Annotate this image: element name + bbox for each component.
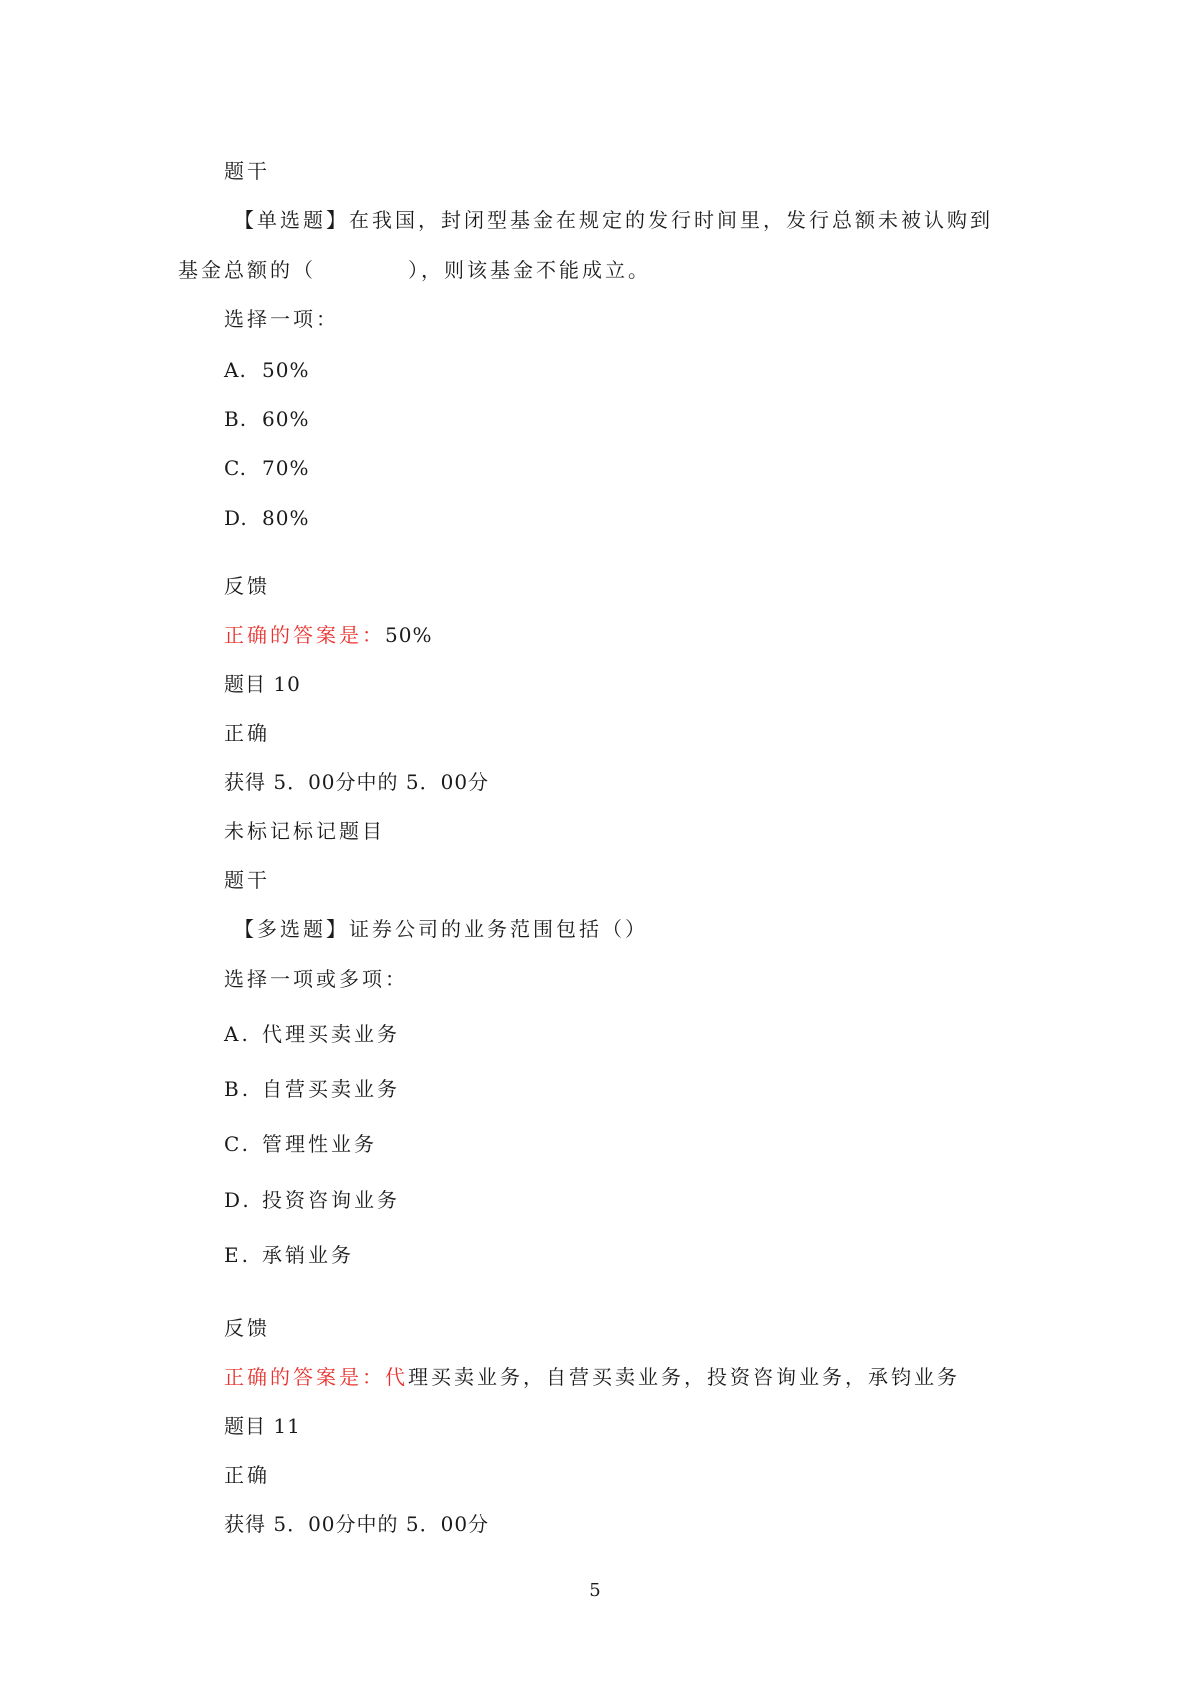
q10-feedback-heading: 反馈 xyxy=(224,1316,270,1340)
option-text: 70% xyxy=(262,456,310,480)
answer-label: 正确的答案是： xyxy=(224,623,385,647)
q10-status: 正确 xyxy=(224,721,270,745)
q10-score: 获得 5．00分中的 5．00分 xyxy=(224,770,490,794)
option-text: 60% xyxy=(262,407,310,431)
option-letter: C. xyxy=(224,456,247,480)
option-text: 代理买卖业务 xyxy=(262,1022,400,1046)
q9-correct-answer xyxy=(224,622,432,648)
answer-value: 50% xyxy=(385,623,433,647)
q10-correct-answer xyxy=(224,1364,960,1390)
q9-option-b[interactable] xyxy=(224,406,309,432)
q10-question-text: 【多选题】证券公司的业务范围包括（） xyxy=(234,917,648,941)
answer-label: 正确的答案是：代 xyxy=(224,1365,408,1389)
q9-feedback-heading: 反馈 xyxy=(224,574,270,598)
option-letter: A. xyxy=(224,358,247,382)
option-letter: E. xyxy=(224,1243,251,1267)
option-letter: D. xyxy=(224,506,248,530)
option-text: 承销业务 xyxy=(262,1243,354,1267)
option-text: 管理性业务 xyxy=(262,1132,377,1156)
option-text: 50% xyxy=(262,358,310,382)
q9-question-text: 【单选题】在我国，封闭型基金在规定的发行时间里，发行总额未被认购到 基金总额的（ ），则该基金不能成立。 xyxy=(178,208,993,282)
option-letter: B. xyxy=(224,1077,252,1101)
q10-flag-question[interactable]: 未标记标记题目 xyxy=(224,819,385,843)
option-text: 自营买卖业务 xyxy=(262,1077,400,1101)
q10-option-b[interactable] xyxy=(224,1076,400,1102)
option-letter: C. xyxy=(224,1132,251,1156)
option-text: 投资咨询业务 xyxy=(262,1188,400,1212)
option-text: 80% xyxy=(262,506,310,530)
page-number: 5 xyxy=(589,1580,601,1601)
q9-option-a[interactable] xyxy=(224,357,309,383)
option-letter: D. xyxy=(224,1188,252,1212)
q9-stem-heading: 题干 xyxy=(224,159,270,183)
q11-status: 正确 xyxy=(224,1463,270,1487)
option-letter: A. xyxy=(224,1022,251,1046)
q10-title: 题目 10 xyxy=(224,672,301,696)
option-letter: B. xyxy=(224,407,248,431)
q10-option-a[interactable] xyxy=(224,1021,400,1047)
q9-instruction: 选择一项： xyxy=(224,307,339,331)
answer-value: 理买卖业务，自营买卖业务，投资咨询业务，承钧业务 xyxy=(408,1365,960,1389)
q10-option-c[interactable] xyxy=(224,1131,377,1157)
q11-score: 获得 5．00分中的 5．00分 xyxy=(224,1512,490,1536)
q9-option-c[interactable] xyxy=(224,455,309,481)
q11-title: 题目 11 xyxy=(224,1414,301,1438)
q10-instruction: 选择一项或多项： xyxy=(224,967,408,991)
q10-option-e[interactable] xyxy=(224,1242,354,1268)
q10-option-d[interactable] xyxy=(224,1187,400,1213)
q9-option-d[interactable] xyxy=(224,505,309,531)
q10-stem-heading: 题干 xyxy=(224,868,270,892)
